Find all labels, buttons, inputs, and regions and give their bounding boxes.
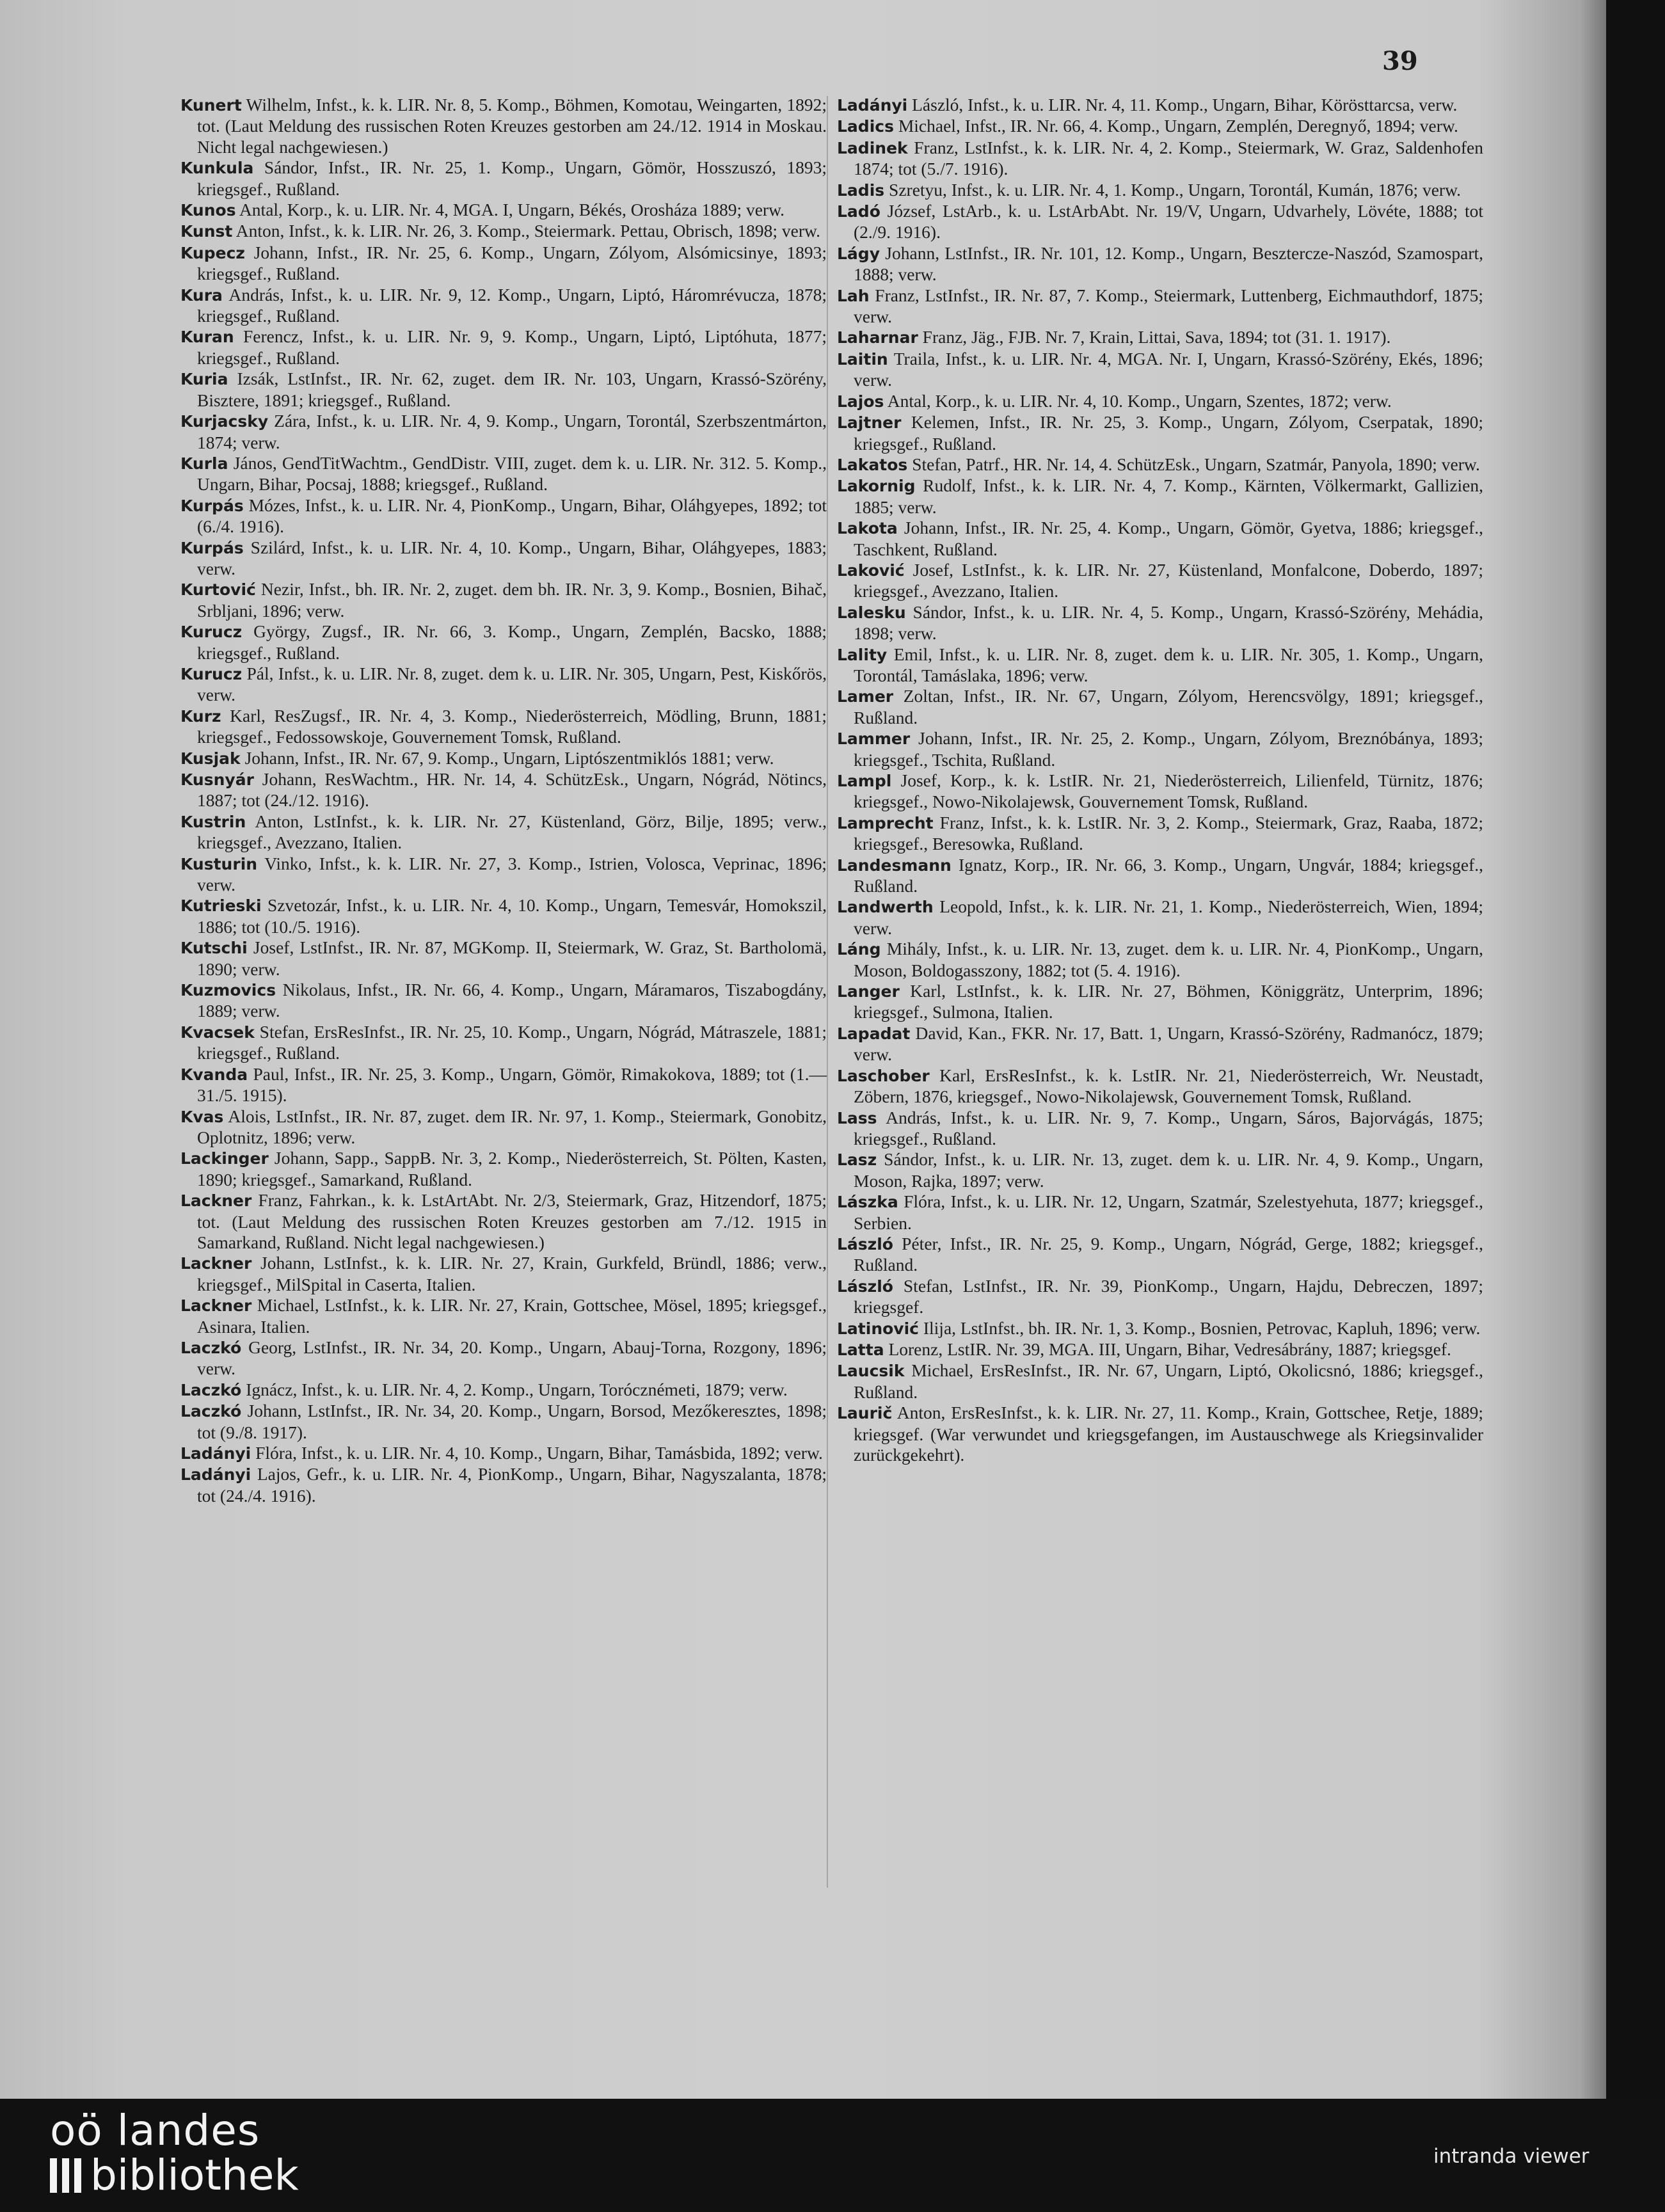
entry-surname: Kurucz — [180, 664, 243, 683]
entry-details: Johann, Infst., IR. Nr. 25, 6. Komp., Ungarn, Zólyom, Alsómicsinye, 1893; kriegsgef., Rußland. — [197, 242, 827, 284]
register-entry — [837, 349, 1483, 391]
register-entry — [180, 326, 827, 369]
entry-details: Mihály, Infst., k. u. LIR. Nr. 13, zuget. dem k. u. LIR. Nr. 4, PionKomp., Ungarn, Moson, Boldogasszony, 1882; tot (5. 4. 1916). — [854, 939, 1483, 980]
logo-text-line2: bibliothek — [90, 2151, 299, 2200]
library-logo[interactable] — [50, 2108, 299, 2198]
page-edge-shadow — [1581, 0, 1606, 2099]
entry-surname: Lackner — [180, 1191, 252, 1211]
entry-details: Ignácz, Infst., k. u. LIR. Nr. 4, 2. Komp., Ungarn, Torócznémeti, 1879; verw. — [241, 1379, 788, 1399]
entry-surname: Lajos — [837, 392, 884, 411]
logo-line2 — [50, 2153, 299, 2198]
entry-details: Sándor, Infst., k. u. LIR. Nr. 13, zuget. dem k. u. LIR. Nr. 4, 9. Komp., Ungarn, Moson, Rajka, 1897; verw. — [854, 1149, 1483, 1191]
entry-surname: Kutschi — [180, 939, 248, 958]
entry-details: Michael, ErsResInfst., IR. Nr. 67, Ungarn, Liptó, Okolicsnó, 1886; kriegsgef., Rußland. — [854, 1360, 1483, 1402]
logo-text-line1: oö landes — [50, 2106, 260, 2155]
entry-details: Michael, LstInfst., k. k. LIR. Nr. 27, Krain, Gottschee, Mösel, 1895; kriegsgef., Asinara, Italien. — [197, 1295, 827, 1337]
entry-details: Franz, Infst., k. k. LstIR. Nr. 3, 2. Komp., Steiermark, Graz, Raaba, 1872; kriegsgef., Beresowka, Rußland. — [854, 812, 1483, 854]
entry-surname: László — [837, 1234, 893, 1253]
entry-details: László, Infst., k. u. LIR. Nr. 4, 11. Komp., Ungarn, Bihar, Körösttarcsa, verw. — [907, 95, 1458, 115]
entry-details: Izsák, LstInfst., IR. Nr. 62, zuget. dem IR. Nr. 103, Ungarn, Krassó-Szörény, Bisztere, 1891; kriegsgef., Rußland. — [197, 369, 827, 410]
entry-details: Antal, Korp., k. u. LIR. Nr. 4, 10. Komp., Ungarn, Szentes, 1872; verw. — [884, 390, 1392, 411]
entry-details: János, GendTitWachtm., GendDistr. VIII, zuget. dem k. u. LIR. Nr. 312. 5. Komp., Ungarn, Bihar, Pocsaj, 1888; kriegsgef., Rußland. — [197, 452, 827, 495]
entry-surname: Laczkó — [180, 1338, 242, 1357]
register-entry — [837, 180, 1483, 201]
entry-details: Karl, ErsResInfst., k. k. LstIR. Nr. 21, Niederösterreich, Wr. Neustadt, Zöbern, 1876, kriegsgef., Nowo-Nikolajewsk, Gouvernement Tomsk, Rußland. — [854, 1065, 1483, 1107]
entry-details: Alois, LstInfst., IR. Nr. 87, zuget. dem IR. Nr. 97, 1. Komp., Steiermark, Gonobitz, Oplotnitz, 1896; verw. — [197, 1106, 827, 1147]
register-entry — [180, 1295, 827, 1337]
entry-surname: Kunkula — [180, 159, 254, 178]
register-entry — [180, 95, 827, 157]
entry-details: Mózes, Infst., k. u. LIR. Nr. 4, PionKomp., Ungarn, Bihar, Oláhgyepes, 1892; tot (6./4. 1916). — [197, 495, 827, 537]
entry-surname: Kvas — [180, 1107, 224, 1126]
entry-details: David, Kan., FKR. Nr. 17, Batt. 1, Ungarn, Krassó-Szörény, Radmanócz, 1879; verw. — [854, 1022, 1483, 1065]
entry-surname: Ladinek — [837, 138, 908, 157]
register-entry — [180, 1253, 827, 1295]
entry-details: Karl, LstInfst., k. k. LIR. Nr. 27, Böhmen, Königgrätz, Unterprim, 1896; kriegsgef., Sulmona, Italien. — [854, 981, 1483, 1022]
entry-details: Pál, Infst., k. u. LIR. Nr. 8, zuget. dem k. u. LIR. Nr. 305, Ungarn, Pest, Kiskőrös, verw. — [197, 663, 827, 705]
register-entry — [180, 706, 827, 748]
entry-surname: Laschober — [837, 1066, 930, 1085]
entry-details: Georg, LstInfst., IR. Nr. 34, 20. Komp., Ungarn, Abauj-Torna, Rozgony, 1896; verw. — [197, 1337, 827, 1379]
register-entry — [837, 1276, 1483, 1318]
entry-surname: Lampl — [837, 772, 892, 790]
entry-details: Sándor, Infst., k. u. LIR. Nr. 4, 5. Komp., Ungarn, Krassó-Szörény, Mehádia, 1898; verw. — [854, 601, 1483, 644]
entry-surname: Kurla — [180, 454, 228, 473]
register-entry — [837, 813, 1483, 855]
entry-surname: Kustrin — [180, 812, 246, 831]
entry-details: Zára, Infst., k. u. LIR. Nr. 4, 9. Komp., Ungarn, Torontál, Szerbszentmárton, 1874; verw. — [197, 411, 827, 452]
entry-surname: Kusjak — [180, 749, 241, 768]
entry-details: Lajos, Gefr., k. u. LIR. Nr. 4, PionKomp., Ungarn, Bihar, Nagyszalanta, 1878; tot (24./4. 1916). — [197, 1464, 827, 1506]
entry-surname: Laković — [837, 561, 905, 580]
entry-surname: Kura — [180, 285, 223, 305]
entry-surname: Lass — [837, 1108, 877, 1127]
entry-surname: Kurpás — [180, 538, 244, 557]
register-entry — [837, 981, 1483, 1023]
register-entry — [837, 728, 1483, 770]
entry-surname: Ladányi — [180, 1465, 251, 1484]
register-entry — [180, 811, 827, 854]
entry-details: Josef, LstInfst., IR. Nr. 87, MGKomp. II, Steiermark, W. Graz, St. Bartholomä, 1890; verw. — [197, 937, 827, 979]
register-entry — [180, 369, 827, 411]
entry-surname: Lamer — [837, 687, 894, 706]
register-entry — [180, 621, 827, 664]
entry-details: Johann, Infst., IR. Nr. 25, 2. Komp., Ungarn, Zólyom, Breznóbánya, 1893; kriegsgef., Tschita, Rußland. — [854, 728, 1483, 770]
entry-surname: Lajtner — [837, 413, 902, 433]
register-entry — [837, 475, 1483, 518]
register-entry — [180, 157, 827, 200]
logo-bars-icon — [50, 2158, 81, 2193]
entry-details: Johann, Infst., IR. Nr. 67, 9. Komp., Ungarn, Liptószentmiklós 1881; verw. — [240, 747, 774, 768]
entry-details: Flóra, Infst., k. u. LIR. Nr. 4, 10. Komp., Ungarn, Bihar, Tamásbida, 1892; verw. — [251, 1443, 823, 1463]
register-entry — [180, 937, 827, 980]
entry-surname: Lakatos — [837, 455, 908, 474]
entry-surname: Latinović — [837, 1319, 919, 1338]
entry-details: András, Infst., k. u. LIR. Nr. 9, 7. Komp., Ungarn, Sáros, Bajorvágás, 1875; kriegsgef., Rußland. — [854, 1107, 1483, 1149]
entry-details: Zoltan, Infst., IR. Nr. 67, Ungarn, Zólyom, Herencsvölgy, 1891; kriegsgef., Rußland. — [854, 686, 1483, 728]
register-entry — [180, 854, 827, 896]
entry-surname: Láng — [837, 940, 881, 959]
register-entry — [837, 391, 1483, 412]
register-entry — [180, 980, 827, 1022]
entry-details: József, LstArb., k. u. LstArbAbt. Nr. 19/V, Ungarn, Udvarhely, Lövéte, 1888; tot (2./9. 1916). — [854, 201, 1483, 243]
register-entry — [180, 1401, 827, 1443]
entry-details: Franz, LstInfst., k. k. LIR. Nr. 4, 2. Komp., Steiermark, W. Graz, Saldenhofen 1874; tot (5./7. 1916). — [854, 137, 1483, 179]
entry-surname: Kurpás — [180, 496, 244, 515]
register-entry — [837, 1191, 1483, 1234]
entry-details: Johann, Infst., IR. Nr. 25, 4. Komp., Ungarn, Gömör, Gyetva, 1886; kriegsgef., Taschkent, Rußland. — [854, 518, 1483, 559]
register-entry — [837, 454, 1483, 475]
entry-details: Johann, ResWachtm., HR. Nr. 14, 4. SchützEsk., Ungarn, Nógrád, Nötincs, 1887; tot (24./12. 1916). — [197, 769, 827, 811]
entry-details: Kelemen, Infst., IR. Nr. 25, 3. Komp., Ungarn, Zólyom, Cserpatak, 1890; kriegsgef., Rußland. — [854, 412, 1483, 454]
register-entry — [837, 201, 1483, 243]
register-entry — [837, 855, 1483, 897]
entry-details: Traila, Infst., k. u. LIR. Nr. 4, MGA. Nr. I, Ungarn, Krassó-Szörény, Ekés, 1896; verw. — [854, 348, 1483, 390]
register-entry — [837, 1318, 1483, 1339]
entry-details: Franz, LstInfst., IR. Nr. 87, 7. Komp., Steiermark, Luttenberg, Eichmauthdorf, 1875; verw. — [854, 285, 1483, 327]
register-entry — [837, 686, 1483, 728]
entry-surname: Ladis — [837, 180, 885, 200]
register-entry — [180, 411, 827, 453]
entry-surname: Ladányi — [837, 96, 908, 115]
column-divider — [827, 96, 828, 1888]
entry-details: Josef, LstInfst., k. k. LIR. Nr. 27, Küstenland, Monfalcone, Doberdo, 1897; kriegsgef., Avezzano, Italien. — [854, 559, 1483, 601]
register-entry — [837, 1108, 1483, 1150]
entry-surname: Lackner — [180, 1296, 252, 1316]
register-entry — [180, 1064, 827, 1106]
entry-details: Johann, LstInfst., IR. Nr. 34, 20. Komp., Ungarn, Borsod, Mezőkeresztes, 1898; tot (9./8. 1917). — [197, 1401, 827, 1442]
entry-details: Josef, Korp., k. k. LstIR. Nr. 21, Niederösterreich, Lilienfeld, Türnitz, 1876; kriegsgef., Nowo-Nikolajewsk, Gouvernement Tomsk, Rußland. — [854, 770, 1483, 812]
register-entry — [180, 537, 827, 580]
entry-details: Péter, Infst., IR. Nr. 25, 9. Komp., Ungarn, Nógrád, Gerge, 1882; kriegsgef., Rußland. — [854, 1233, 1483, 1275]
entry-surname: Laurič — [837, 1404, 893, 1423]
register-entry — [180, 1464, 827, 1506]
entry-details: Johann, LstInfst., IR. Nr. 101, 12. Komp., Ungarn, Besztercze-Naszód, Szamospart, 1888; verw. — [854, 243, 1483, 285]
register-entry — [837, 1339, 1483, 1360]
entry-details: Wilhelm, Infst., k. k. LIR. Nr. 8, 5. Komp., Böhmen, Komotau, Weingarten, 1892; tot. (Laut Meldung des russischen Roten Kreuzes gestorben am 24./12. 1914 in Moskau. Nicht legal nachgewiesen.) — [197, 95, 827, 157]
entry-details: Sándor, Infst., IR. Nr. 25, 1. Komp., Ungarn, Gömör, Hosszuszó, 1893; kriegsgef., Rußland. — [197, 157, 827, 199]
register-entry — [837, 1360, 1483, 1403]
register-entry — [180, 1190, 827, 1253]
entry-details: Johann, Sapp., SappB. Nr. 3, 2. Komp., Niederösterreich, St. Pölten, Kasten, 1890; kriegsgef., Samarkand, Rußland. — [197, 1148, 827, 1190]
entry-surname: Lammer — [837, 729, 911, 749]
entry-details: Ilija, LstInfst., bh. IR. Nr. 1, 3. Komp., Bosnien, Petrovac, Kapluh, 1896; verw. — [918, 1317, 1481, 1338]
register-entry — [837, 1149, 1483, 1191]
register-entry — [180, 221, 827, 242]
left-column — [180, 95, 827, 1506]
entry-details: Johann, LstInfst., k. k. LIR. Nr. 27, Krain, Gurkfeld, Bründl, 1886; verw., kriegsgef., MilSpital in Caserta, Italien. — [197, 1253, 827, 1294]
entry-details: Szilárd, Infst., k. u. LIR. Nr. 4, 10. Komp., Ungarn, Bihar, Oláhgyepes, 1883; verw. — [197, 537, 827, 578]
entry-surname: Kutrieski — [180, 896, 262, 916]
register-entry — [180, 1337, 827, 1380]
entry-surname: Kuzmovics — [180, 981, 276, 1000]
register-entry — [180, 453, 827, 495]
entry-surname: Lászka — [837, 1193, 898, 1212]
page-number: 39 — [1382, 46, 1418, 76]
entry-details: Ferencz, Infst., k. u. LIR. Nr. 9, 9. Komp., Ungarn, Liptó, Liptóhuta, 1877; kriegsgef., Rußland. — [197, 326, 827, 368]
entry-details: Michael, Infst., IR. Nr. 66, 4. Komp., Ungarn, Zemplén, Deregnyő, 1894; verw. — [893, 116, 1458, 136]
entry-surname: Ladics — [837, 117, 894, 136]
register-entry — [837, 770, 1483, 813]
register-entry — [837, 1023, 1483, 1065]
entry-surname: Laharnar — [837, 328, 918, 347]
entry-details: Franz, Fahrkan., k. k. LstArtAbt. Nr. 2/3, Steiermark, Graz, Hitzendorf, 1875; tot. (Laut Meldung des russischen Roten Kreuzes gestorben am 7./12. 1915 in Samarkand, Rußland. Nicht legal nachgewiesen.) — [197, 1190, 827, 1252]
register-entry — [837, 95, 1483, 116]
entry-surname: Langer — [837, 982, 900, 1001]
register-entry — [180, 769, 827, 811]
entry-details: Leopold, Infst., k. k. LIR. Nr. 21, 1. Komp., Niederösterreich, Wien, 1894; verw. — [854, 896, 1483, 938]
entry-surname: Kunert — [180, 96, 242, 115]
entry-details: Anton, Infst., k. k. LIR. Nr. 26, 3. Komp., Steiermark. Pettau, Obrisch, 1898; verw. — [232, 221, 820, 241]
entry-details: Ignatz, Korp., IR. Nr. 66, 3. Komp., Ungarn, Ungvár, 1884; kriegsgef., Rußland. — [854, 854, 1483, 896]
entry-details: Flóra, Infst., k. u. LIR. Nr. 12, Ungarn, Szatmár, Szelestyehuta, 1877; kriegsgef., Serbien. — [854, 1191, 1483, 1233]
entry-surname: Laucsik — [837, 1362, 905, 1381]
entry-details: Vinko, Infst., k. k. LIR. Nr. 27, 3. Komp., Istrien, Volosca, Veprinac, 1896; verw. — [197, 853, 827, 895]
entry-surname: Kurz — [180, 706, 221, 726]
entry-surname: Kvanda — [180, 1065, 248, 1084]
entry-surname: Kuria — [180, 370, 228, 389]
register-entry — [180, 200, 827, 221]
register-entry — [837, 939, 1483, 981]
register-entry — [180, 1022, 827, 1064]
register-entry — [837, 1065, 1483, 1108]
entry-details: Stefan, LstInfst., IR. Nr. 39, PionKomp., Ungarn, Hajdu, Debreczen, 1897; kriegsgef. — [854, 1275, 1483, 1317]
register-entry — [180, 1148, 827, 1190]
register-entry — [837, 138, 1483, 180]
entry-surname: Kusnyár — [180, 770, 254, 789]
entry-details: Antal, Korp., k. u. LIR. Nr. 4, MGA. I, Ungarn, Békés, Orosháza 1889; verw. — [235, 200, 785, 220]
entry-surname: Ladányi — [180, 1444, 251, 1463]
register-entry — [837, 518, 1483, 560]
register-entry — [837, 896, 1483, 939]
entry-surname: Kunos — [180, 201, 236, 220]
entry-surname: Lackner — [180, 1254, 252, 1273]
register-entry — [180, 243, 827, 285]
entry-details: Rudolf, Infst., k. k. LIR. Nr. 4, 7. Komp., Kärnten, Völkermarkt, Gallizien, 1885; verw. — [854, 475, 1483, 517]
entry-details: Szretyu, Infst., k. u. LIR. Nr. 4, 1. Komp., Ungarn, Torontál, Kumán, 1876; verw. — [884, 179, 1462, 200]
entry-details: Emil, Infst., k. u. LIR. Nr. 8, zuget. dem k. u. LIR. Nr. 305, 1. Komp., Ungarn, Torontál, Tamáslaka, 1896; verw. — [854, 644, 1483, 685]
entry-details: Lorenz, LstIR. Nr. 39, MGA. III, Ungarn, Bihar, Vedresábrány, 1887; kriegsgef. — [884, 1339, 1451, 1359]
entry-details: Franz, Jäg., FJB. Nr. 7, Krain, Littai, Sava, 1894; tot (31. 1. 1917). — [918, 327, 1391, 347]
entry-surname: Kuran — [180, 328, 234, 347]
entry-surname: Lágy — [837, 244, 880, 263]
register-entry — [180, 664, 827, 706]
entry-surname: Lalesku — [837, 603, 906, 622]
entry-surname: Kunst — [180, 222, 233, 241]
entry-surname: Lality — [837, 645, 888, 664]
entry-surname: Lakota — [837, 519, 898, 538]
register-entry — [180, 895, 827, 937]
entry-details: Stefan, ErsResInfst., IR. Nr. 25, 10. Komp., Ungarn, Nógrád, Mátraszele, 1881; kriegsgef., Rußland. — [197, 1021, 827, 1063]
entry-surname: Laczkó — [180, 1380, 242, 1399]
register-entry — [837, 116, 1483, 137]
entry-surname: Ladó — [837, 202, 880, 221]
register-entry — [180, 495, 827, 537]
register-entry — [837, 285, 1483, 328]
entry-details: Nikolaus, Infst., IR. Nr. 66, 4. Komp., Ungarn, Máramaros, Tiszabogdány, 1889; verw. — [197, 980, 827, 1021]
entry-surname: Kurtović — [180, 580, 256, 600]
register-entry — [837, 327, 1483, 348]
entry-details: Szvetozár, Infst., k. u. LIR. Nr. 4, 10. Komp., Ungarn, Temesvár, Homokszil, 1886; tot (10./5. 1916). — [197, 895, 827, 937]
entry-surname: Landwerth — [837, 898, 934, 917]
entry-surname: Lah — [837, 286, 870, 305]
register-entry — [837, 602, 1483, 644]
entry-surname: Kurjacsky — [180, 412, 269, 431]
register-entry — [837, 644, 1483, 687]
register-entry — [180, 1106, 827, 1149]
entry-details: György, Zugsf., IR. Nr. 66, 3. Komp., Ungarn, Zemplén, Bacsko, 1888; kriegsgef., Rußland. — [197, 621, 827, 663]
register-entry — [180, 285, 827, 327]
entry-surname: Kvacsek — [180, 1022, 255, 1042]
entry-surname: László — [837, 1277, 893, 1296]
register-entry — [837, 560, 1483, 602]
viewer-label[interactable]: intranda viewer — [1433, 2145, 1589, 2168]
entry-details: András, Infst., k. u. LIR. Nr. 9, 12. Komp., Ungarn, Liptó, Háromrévucza, 1878; kriegsgef., Rußland. — [197, 284, 827, 326]
entry-surname: Lasz — [837, 1150, 877, 1170]
entry-details: Nezir, Infst., bh. IR. Nr. 2, zuget. dem bh. IR. Nr. 3, 9. Komp., Bosnien, Bihač, Srbljani, 1896; verw. — [197, 579, 827, 621]
register-entry — [837, 1234, 1483, 1276]
register-entry — [180, 748, 827, 769]
entry-surname: Lamprecht — [837, 813, 934, 832]
entry-details: Anton, ErsResInfst., k. k. LIR. Nr. 27, 11. Komp., Krain, Gottschee, Retje, 1889; kriegsgef. (War verwundet und kriegsgefangen, im Austauschwege als Kriegsinvalider zurückgekehrt). — [854, 1403, 1483, 1465]
entry-surname: Laczkó — [180, 1402, 242, 1421]
entry-surname: Lackinger — [180, 1149, 269, 1168]
entry-surname: Lapadat — [837, 1024, 911, 1043]
register-entry — [837, 1403, 1483, 1465]
register-entry — [180, 1380, 827, 1401]
entry-details: Karl, ResZugsf., IR. Nr. 4, 3. Komp., Niederösterreich, Mödling, Brunn, 1881; kriegsgef., Fedossowskoje, Gouvernement Tomsk, Rußland. — [197, 705, 827, 747]
register-entry — [837, 412, 1483, 454]
entry-surname: Latta — [837, 1340, 884, 1359]
register-entry — [180, 1443, 827, 1464]
entry-details: Anton, LstInfst., k. k. LIR. Nr. 27, Küstenland, Görz, Bilje, 1895; verw., kriegsgef., Avezzano, Italien. — [197, 811, 827, 853]
entry-surname: Kusturin — [180, 854, 258, 873]
right-column — [837, 95, 1483, 1465]
entry-surname: Landesmann — [837, 855, 952, 875]
entry-surname: Lakornig — [837, 477, 916, 496]
register-entry — [837, 243, 1483, 285]
entry-surname: Kurucz — [180, 623, 243, 642]
entry-surname: Kupecz — [180, 243, 245, 262]
entry-details: Stefan, Patrf., HR. Nr. 14, 4. SchützEsk., Ungarn, Szatmár, Panyola, 1890; verw. — [907, 454, 1480, 474]
entry-surname: Laitin — [837, 349, 888, 369]
register-entry — [180, 579, 827, 621]
entry-details: Paul, Infst., IR. Nr. 25, 3. Komp., Ungarn, Gömör, Rimakokova, 1889; tot (1.—31./5. 1915). — [197, 1063, 827, 1106]
